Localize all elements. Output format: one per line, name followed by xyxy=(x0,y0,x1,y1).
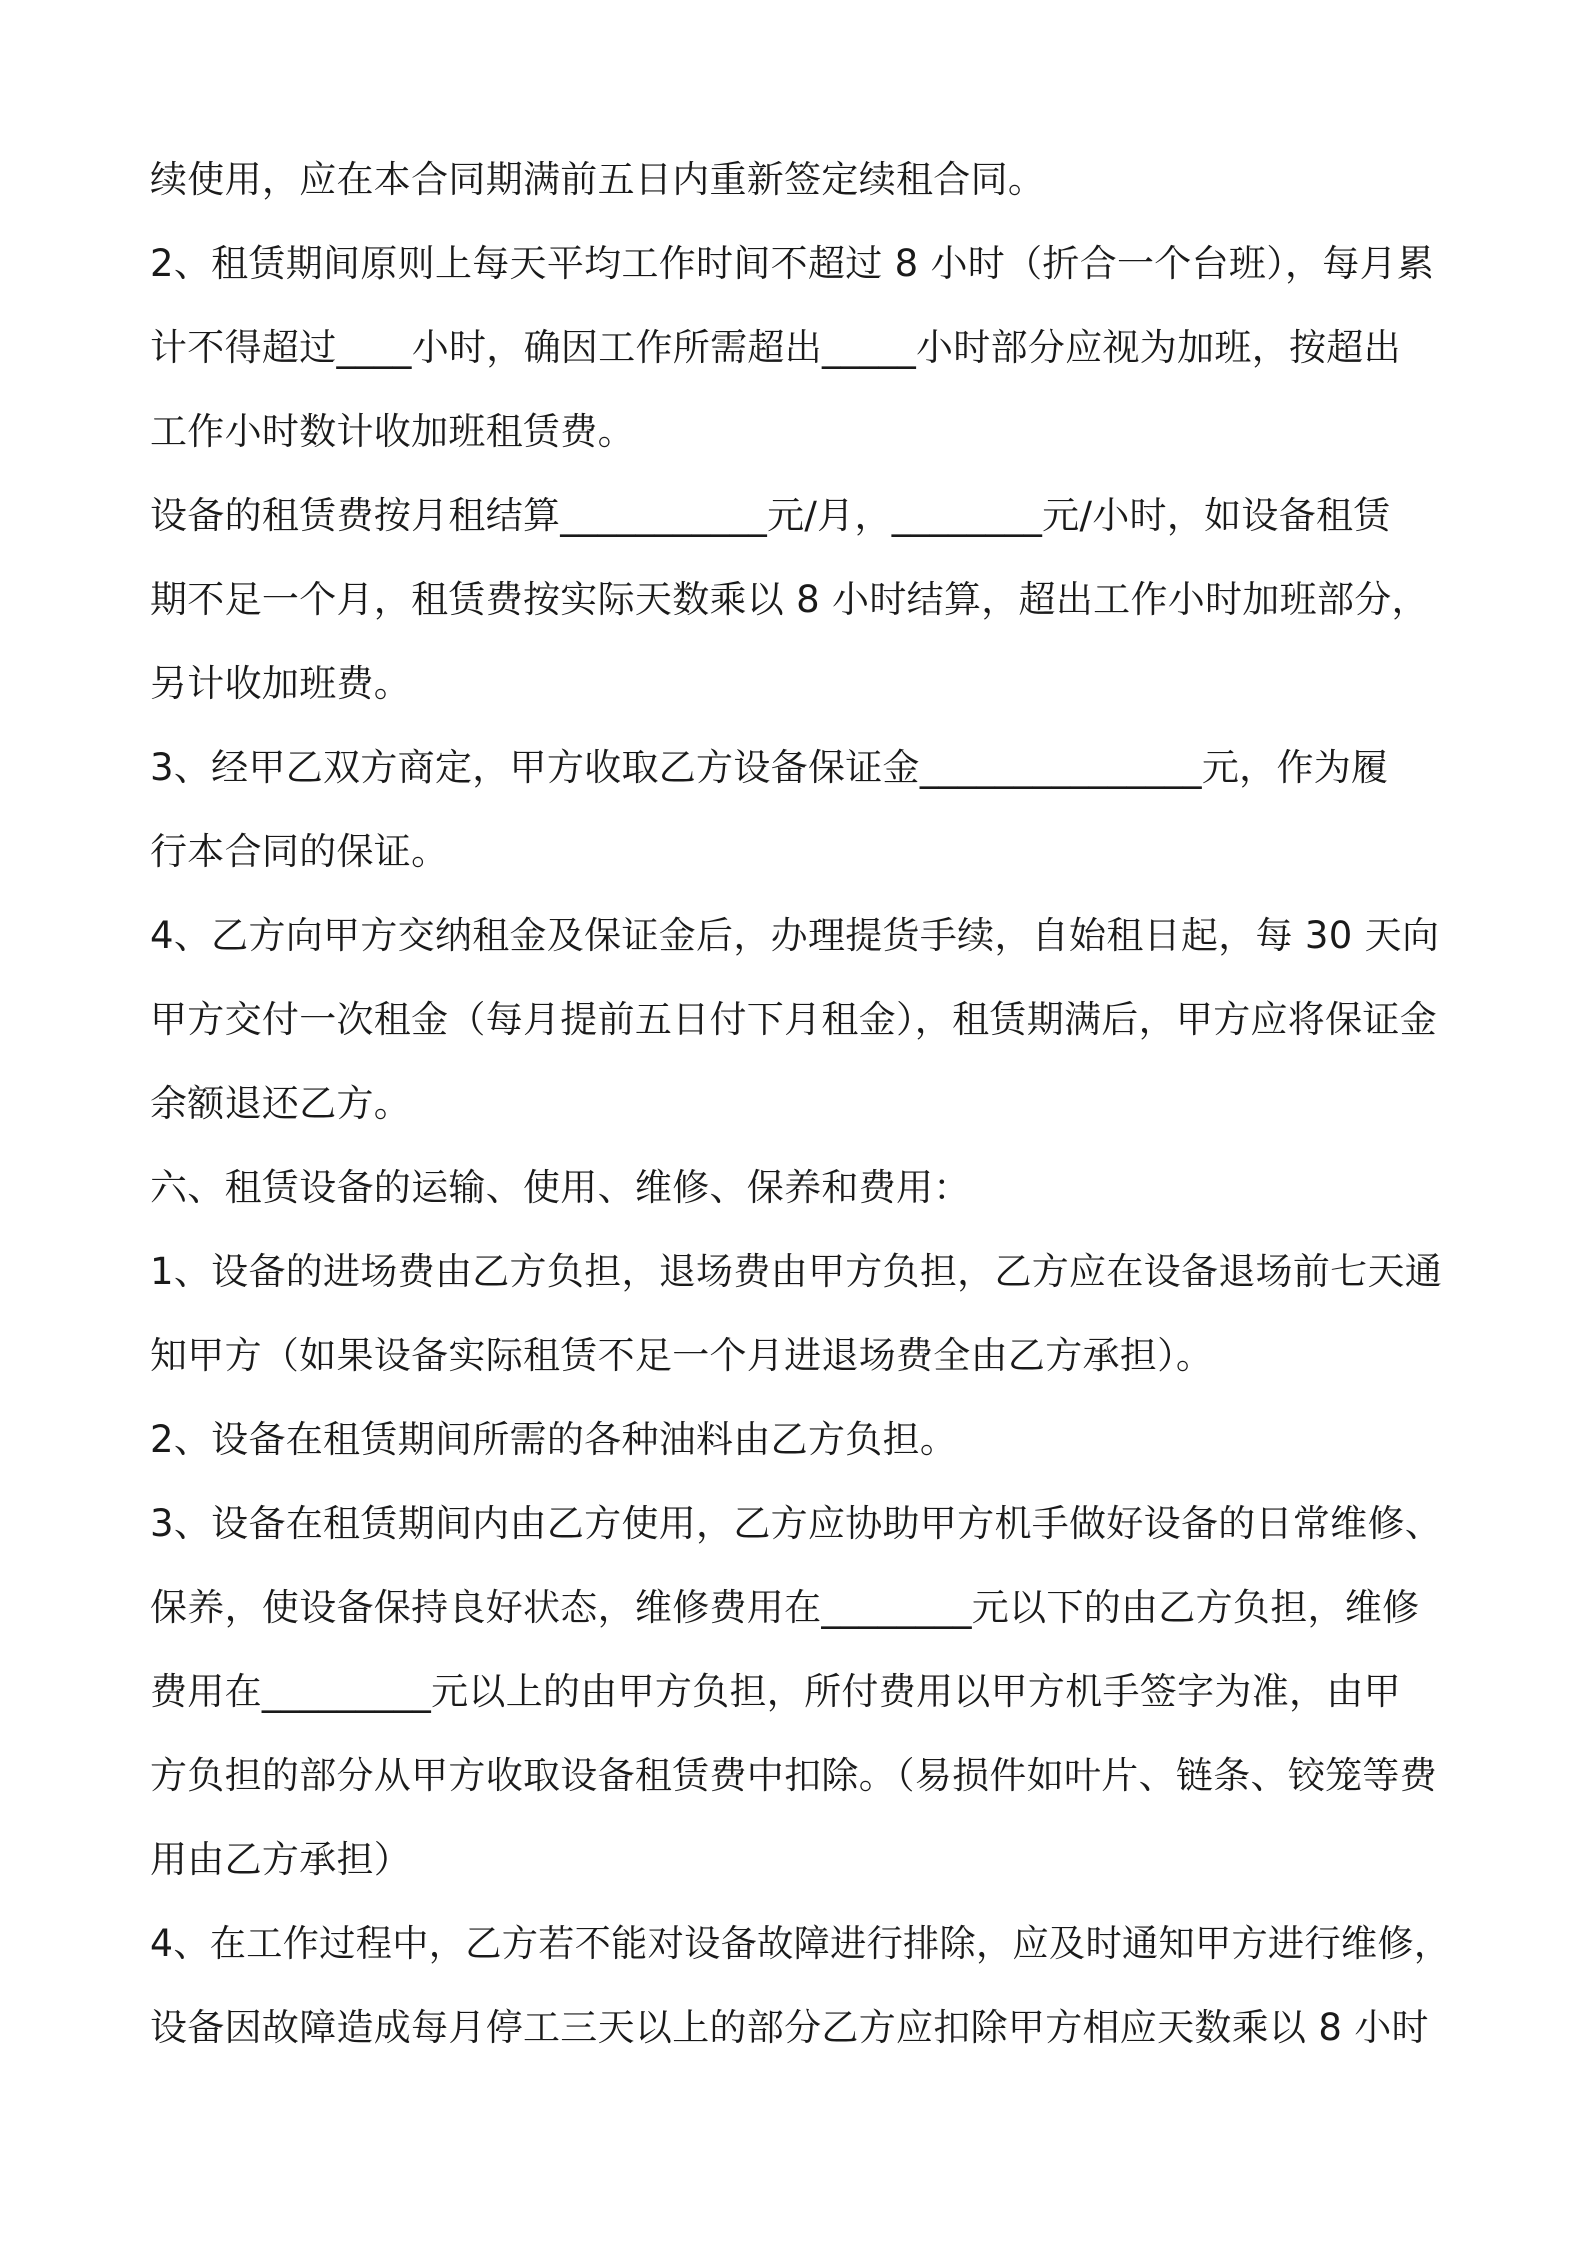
text-line-17 xyxy=(150,1494,1442,1554)
text-line-8 xyxy=(150,738,1388,798)
text-line-23 xyxy=(150,1998,1429,2058)
text-line-1-content: 续使用，应在本合同期满前五日内重新签定续租合同。 xyxy=(150,158,1046,201)
text-line-6-content: 期不足一个月，租赁费按实际天数乘以 8 小时结算，超出工作小时加班部分， xyxy=(150,578,1429,621)
text-line-14-content: 1、设备的进场费由乙方负担，退场费由甲方负担，乙方应在设备退场前七天通 xyxy=(150,1250,1443,1293)
text-line-1 xyxy=(150,150,1045,210)
text-line-16 xyxy=(150,1410,957,1470)
text-line-18-content: 保养，使设备保持良好状态，维修费用在________元以下的由乙方负担，维修 xyxy=(150,1586,1420,1629)
text-line-2 xyxy=(150,234,1434,294)
text-line-19-content: 费用在_________元以上的由甲方负担，所付费用以甲方机手签字为准，由甲 xyxy=(150,1670,1401,1713)
text-line-22 xyxy=(150,1914,1450,1974)
text-line-9-content: 行本合同的保证。 xyxy=(150,830,449,873)
text-line-3-content: 计不得超过____小时，确因工作所需超出_____小时部分应视为加班，按超出 xyxy=(150,326,1401,369)
text-line-20-content: 方负担的部分从甲方收取设备租赁费中扣除。（易损件如叶片、链条、铰笼等费 xyxy=(150,1754,1437,1797)
text-line-4-content: 工作小时数计收加班租赁费。 xyxy=(150,410,635,453)
text-line-16-content: 2、设备在租赁期间所需的各种油料由乙方负担。 xyxy=(150,1418,958,1461)
text-line-13-content: 六、租赁设备的运输、使用、维修、保养和费用： xyxy=(150,1166,971,1209)
text-line-20 xyxy=(150,1746,1437,1806)
text-line-12-content: 余额退还乙方。 xyxy=(150,1082,412,1125)
text-line-15 xyxy=(150,1326,1213,1386)
text-line-11-content: 甲方交付一次租金（每月提前五日付下月租金），租赁期满后，甲方应将保证金 xyxy=(150,998,1437,1041)
text-line-22-content: 4、在工作过程中，乙方若不能对设备故障进行排除，应及时通知甲方进行维修， xyxy=(150,1922,1451,1965)
text-line-9 xyxy=(150,822,448,882)
text-line-7 xyxy=(150,654,411,714)
text-line-2-content: 2、租赁期间原则上每天平均工作时间不超过 8 小时（折合一个台班），每月累 xyxy=(150,242,1435,285)
text-line-3 xyxy=(150,318,1401,378)
text-line-12 xyxy=(150,1074,411,1134)
text-line-8-content: 3、经甲乙双方商定，甲方收取乙方设备保证金_______________元，作为履 xyxy=(150,746,1389,789)
text-line-11 xyxy=(150,990,1437,1050)
text-line-23-content: 设备因故障造成每月停工三天以上的部分乙方应扣除甲方相应天数乘以 8 小时 xyxy=(150,2006,1429,2049)
text-line-21 xyxy=(150,1830,411,1890)
text-line-17-content: 3、设备在租赁期间内由乙方使用，乙方应协助甲方机手做好设备的日常维修、 xyxy=(150,1502,1443,1545)
text-line-15-content: 知甲方（如果设备实际租赁不足一个月进退场费全由乙方承担）。 xyxy=(150,1334,1214,1377)
text-line-18 xyxy=(150,1578,1419,1638)
text-line-14 xyxy=(150,1242,1442,1302)
text-line-5 xyxy=(150,486,1391,546)
text-line-5-content: 设备的租赁费按月租结算___________元/月，________元/小时，如设备租赁 xyxy=(150,494,1391,537)
text-line-21-content: 用由乙方承担） xyxy=(150,1838,412,1881)
text-line-10 xyxy=(150,906,1439,966)
document-page xyxy=(150,150,1450,2130)
text-line-10-content: 4、乙方向甲方交纳租金及保证金后，办理提货手续，自始租日起，每 30 天向 xyxy=(150,914,1440,957)
text-line-13 xyxy=(150,1158,971,1218)
text-line-7-content: 另计收加班费。 xyxy=(150,662,412,705)
text-line-6 xyxy=(150,570,1429,630)
text-line-19 xyxy=(150,1662,1401,1722)
text-line-4 xyxy=(150,402,635,462)
